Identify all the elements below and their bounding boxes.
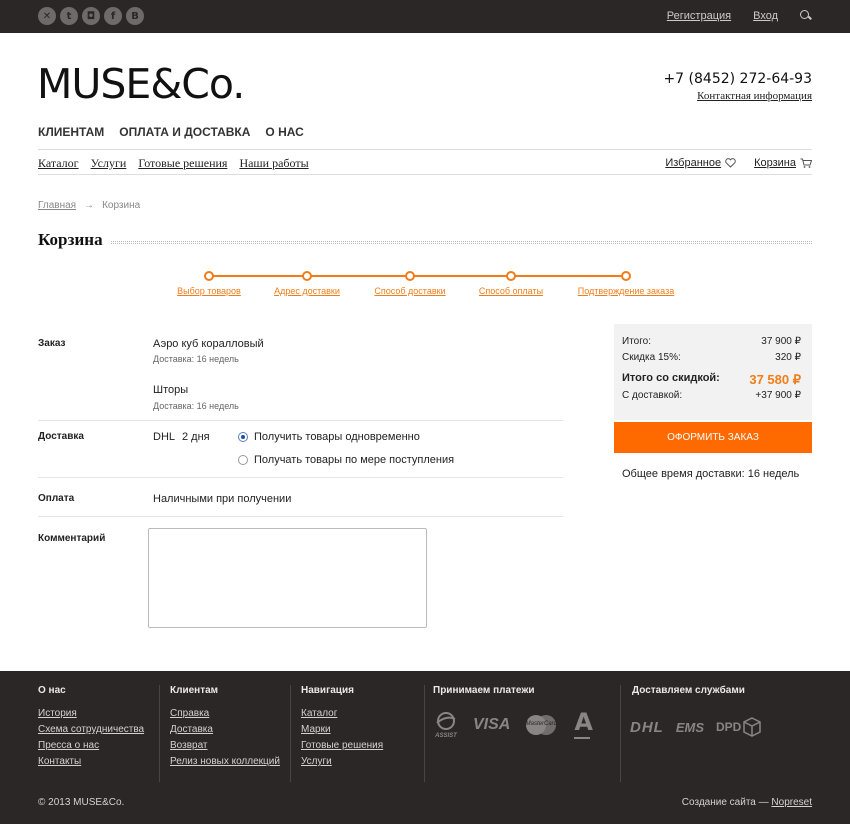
footer-link[interactable]: История [38,708,77,719]
footer-link[interactable]: Марки [301,724,331,735]
footer-heading: О нас [38,685,66,696]
payment-label: Оплата [38,493,75,504]
row-divider [38,477,563,478]
sub-nav [38,156,309,171]
steps-progress-line [209,275,626,277]
summary-total-label: Итого: [622,336,651,347]
dpd-logo-text: DPD [716,720,742,734]
favorites-link[interactable] [665,157,736,169]
footer-heading: Клиентам [170,685,219,696]
row-divider [38,516,563,517]
divider [38,149,812,150]
radio-simultaneous[interactable] [238,432,248,442]
step-label[interactable]: Подтверждение заказа [577,286,675,296]
vkontakte-icon[interactable]: B [126,7,144,25]
order-item-name: Аэро куб коралловый [153,338,264,350]
facebook-icon[interactable]: f [104,7,122,25]
footer-heading: Принимаем платежи [433,685,535,696]
footer-link[interactable]: Возврат [170,740,208,751]
dhl-logo-icon: DHL [630,718,664,736]
assist-logo-text: ASSIST [435,733,457,739]
breadcrumb [38,200,140,211]
footer-link[interactable]: Доставка [170,724,213,735]
footer-link[interactable]: Пресса о нас [38,740,100,751]
breadcrumb-current: Корзина [102,200,141,211]
social-links [38,7,144,25]
footer-divider [620,685,621,782]
twitter-icon[interactable]: t [60,7,78,25]
login-link[interactable]: Вход [753,10,778,22]
mastercard-logo-icon [524,714,558,736]
nav-clients[interactable]: КЛИЕНТАМ [38,125,105,139]
breadcrumb-home[interactable]: Главная [38,200,77,211]
footer-link[interactable]: Релиз новых коллекций [170,756,280,767]
step-label[interactable]: Способ доставки [374,286,446,296]
footer-heading: Доставляем службами [632,685,745,696]
page-title: Корзина [38,230,111,250]
subnav-catalog[interactable]: Каталог [38,156,79,170]
footer-heading: Навигация [301,685,354,696]
option-as-available-label[interactable]: Получать товары по мере поступления [254,454,455,466]
comment-textarea[interactable] [148,528,427,628]
ems-logo-icon: EMS [675,719,704,735]
delivery-label: Доставка [38,431,84,442]
footer-about [38,685,144,772]
main-nav [38,125,304,139]
nav-payment-delivery[interactable]: ОПЛАТА И ДОСТАВКА [119,125,251,139]
mastercard-logo-text: MasterCard [525,721,558,727]
footer [0,671,850,824]
place-order-button[interactable]: ОФОРМИТЬ ЗАКАЗ [614,422,812,453]
subnav-ready-solutions[interactable]: Готовые решения [138,156,228,170]
title-rule [38,241,812,244]
comment-label: Комментарий [38,533,106,544]
subnav-services[interactable]: Услуги [90,156,127,170]
heart-icon [725,158,736,168]
summary-final-value: 37 580 ₽ [749,372,801,387]
step-label[interactable]: Адрес доставки [274,286,340,296]
step-label[interactable]: Выбор товаров [177,286,241,296]
footer-link[interactable]: Контакты [38,756,82,767]
cart-icon [800,158,812,168]
footer-link[interactable]: Услуги [301,756,332,767]
copyright: © 2013 MUSE&Co. [38,797,125,808]
made-by [682,797,812,808]
radio-as-available[interactable] [238,455,248,465]
step-marker-3[interactable] [405,271,415,281]
summary-shipping-value: +37 900 ₽ [755,390,801,401]
step-label[interactable]: Способ оплаты [478,286,544,296]
summary-shipping-label: С доставкой: [622,390,683,401]
assist-logo-icon [433,711,459,739]
order-label: Заказ [38,338,66,349]
divider [38,174,812,175]
order-item-name: Шторы [153,384,189,396]
favorites-label: Избранное [665,157,722,169]
cart-label: Корзина [754,157,796,169]
dpd-logo-icon [716,717,761,737]
order-item-delivery: Доставка: 16 недель [153,354,239,364]
footer-divider [159,685,160,782]
footer-link[interactable]: Справка [170,708,210,719]
made-by-label: Создание сайта — [681,797,769,808]
nav-about[interactable]: О НАС [265,125,304,139]
search-icon[interactable] [800,10,812,22]
breadcrumb-arrow-icon: → [84,200,95,211]
subnav-our-works[interactable]: Наши работы [239,156,309,170]
payment-method: Наличными при получении [153,493,292,505]
instagram-icon[interactable]: ◘ [82,7,100,25]
register-link[interactable]: Регистрация [666,10,732,22]
footer-divider [290,685,291,782]
alfabank-logo-icon [572,708,593,739]
footer-link[interactable]: Готовые решения [301,740,384,751]
footer-payments [433,685,535,708]
order-summary [614,324,812,420]
order-item-delivery: Доставка: 16 недель [153,401,239,411]
visa-logo-icon: VISA [473,716,511,733]
option-simultaneous-label[interactable]: Получить товары одновременно [254,431,420,443]
phone-number: +7 (8452) 272-64-93 [663,71,812,87]
footer-link[interactable]: Схема сотрудничества [38,724,145,735]
contact-info-link[interactable]: Контактная информация [697,90,812,102]
step-marker-5[interactable] [621,271,631,281]
footer-link[interactable]: Каталог [301,708,338,719]
footer-divider [424,685,425,782]
made-by-link[interactable]: Nopreset [771,797,812,808]
footer-clients [170,685,280,772]
total-delivery-time: Общее время доставки: 16 недель [622,468,800,480]
step-marker-4[interactable] [506,271,516,281]
row-divider [38,420,563,421]
top-bar [0,0,850,33]
footer-carriers [632,685,745,708]
alfabank-logo-text: А [574,708,593,736]
cart-link[interactable] [754,157,812,169]
summary-discount-value: 320 ₽ [775,352,801,363]
summary-total-value: 37 900 ₽ [761,336,801,347]
summary-final-label: Итого со скидкой: [622,372,720,384]
step-marker-1[interactable] [204,271,214,281]
summary-discount-label: Скидка 15%: [622,352,681,363]
logo[interactable]: MUSE&Co. [37,60,245,108]
odnoklassniki-icon[interactable]: ✕ [38,7,56,25]
delivery-carrier: DHL [153,431,176,443]
step-marker-2[interactable] [302,271,312,281]
delivery-time: 2 дня [182,431,210,443]
footer-navigation [301,685,383,772]
